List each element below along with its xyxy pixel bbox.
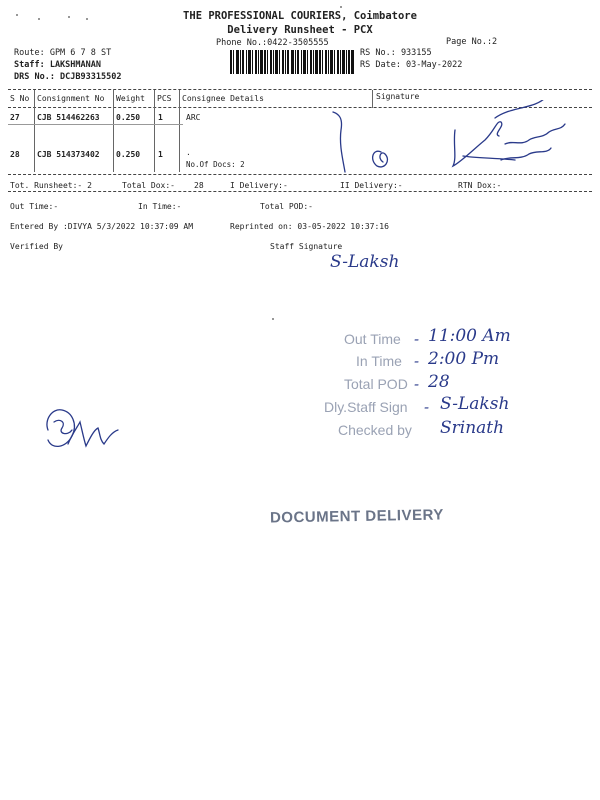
col-weight: Weight (116, 94, 145, 103)
row-divider (8, 124, 183, 125)
row-weight: 0.250 (116, 113, 141, 122)
consignee-signature (325, 100, 595, 180)
handwritten-checked-by: Srinath (440, 418, 505, 438)
scan-speck (272, 318, 274, 320)
staff-signature-handwritten: S-Laksh (330, 252, 400, 272)
initials-scribble (38, 400, 128, 460)
divider (8, 191, 592, 192)
stamp-in-time-label: In Time (356, 353, 402, 369)
in-time: In Time:- (138, 202, 182, 211)
entered-by: Entered By :DIVYA 5/3/2022 10:37:09 AM (10, 222, 194, 231)
ii-delivery: II Delivery:- (340, 181, 403, 190)
row-pcs: 1 (158, 113, 163, 122)
row-consignment: CJB 514373402 (37, 150, 100, 159)
handwritten-staff-sign: S-Laksh (440, 394, 510, 414)
stamp-staff-sign-label: Dly.Staff Sign (324, 399, 408, 415)
handwritten-in-time: 2:00 Pm (428, 349, 500, 369)
row-weight: 0.250 (116, 150, 141, 159)
stamp-total-pod-label: Total POD (344, 376, 408, 392)
verified-by: Verified By (10, 242, 63, 251)
stamp-out-time-label: Out Time (344, 331, 401, 347)
column-line (154, 90, 155, 172)
tot-runsheet: Tot. Runsheet:- 2 (10, 181, 92, 190)
column-line (179, 90, 180, 172)
staff-name: Staff: LAKSHMANAN (14, 60, 101, 70)
total-dox: Total Dox:- (122, 181, 175, 190)
route: Route: GPM 6 7 8 ST (14, 48, 112, 58)
row-consignment: CJB 514462263 (37, 113, 100, 122)
row-sno: 27 (10, 113, 20, 122)
stamp-dash: - (414, 352, 420, 370)
barcode (230, 50, 354, 74)
column-line (34, 90, 35, 172)
document-delivery-stamp: DOCUMENT DELIVERY (269, 506, 444, 527)
stamp-checked-by-label: Checked by (338, 422, 412, 438)
col-pcs: PCS (157, 94, 172, 103)
rtn-dox: RTN Dox:- (458, 181, 502, 190)
row-consignee: ARC (186, 113, 201, 122)
total-pod: Total POD:- (260, 202, 313, 211)
row-consignee: . (186, 148, 191, 157)
row-pcs: 1 (158, 150, 163, 159)
staff-signature-label: Staff Signature (270, 242, 343, 251)
divider (8, 89, 592, 90)
page-number: Page No.:2 (446, 37, 498, 47)
col-consignment: Consignment No (37, 94, 105, 103)
stamp-dash: - (414, 375, 420, 393)
runsheet-title: Delivery Runsheet - PCX (227, 24, 373, 36)
stamp-dash: - (424, 398, 430, 416)
rs-date: RS Date: 03-May-2022 (360, 60, 463, 70)
col-consignee: Consignee Details (182, 94, 264, 103)
row-sno: 28 (10, 150, 20, 159)
company-title: THE PROFESSIONAL COURIERS, Coimbatore (183, 10, 417, 22)
rs-number: RS No.: 933155 (360, 48, 432, 58)
handwritten-out-time: 11:00 Am (428, 326, 511, 346)
column-line (113, 90, 114, 172)
row-note: No.Of Docs: 2 (186, 160, 245, 169)
out-time: Out Time:- (10, 202, 59, 211)
col-signature: Signature (376, 92, 420, 101)
scan-speck (340, 6, 342, 8)
divider (8, 174, 592, 175)
handwritten-total-pod: 28 (428, 372, 450, 392)
i-delivery: I Delivery:- (230, 181, 288, 190)
phone-number: Phone No.:0422-3505555 (216, 38, 329, 48)
total-dox-value: 28 (194, 181, 204, 190)
reprinted-on: Reprinted on: 03-05-2022 10:37:16 (230, 222, 389, 231)
col-sno: S No (10, 94, 30, 103)
drs-number: DRS No.: DCJB93315502 (14, 72, 122, 82)
stamp-dash: - (414, 330, 420, 348)
